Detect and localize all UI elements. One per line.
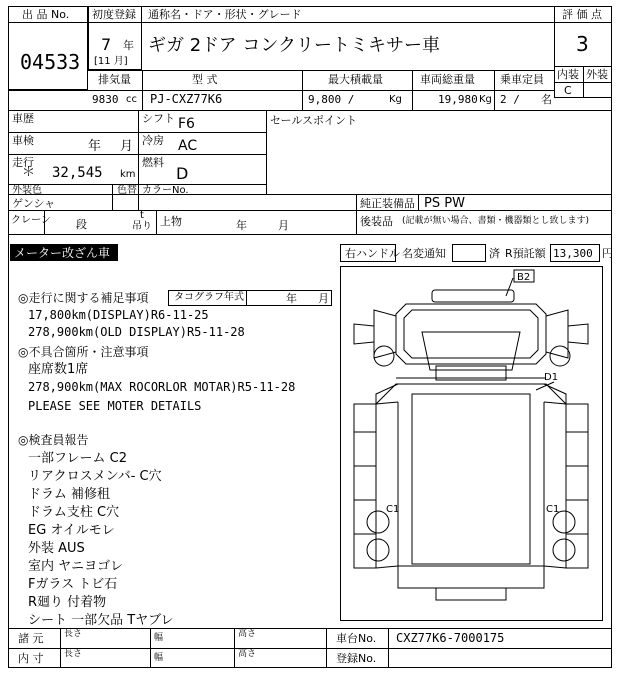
crane-hang-unit: 吊り: [132, 221, 152, 232]
length-label-2: 長さ: [64, 649, 83, 659]
inspector-line-3: ドラム 補修租: [28, 487, 111, 502]
interior-label: 内装: [557, 68, 579, 81]
reg-year-unit: 年: [123, 39, 134, 52]
crane-stage-unit: 段: [76, 218, 87, 231]
color-code-label: カラーNo.: [142, 185, 189, 196]
reg-year: 7: [101, 35, 112, 54]
recycle-fee: 13,300: [553, 247, 593, 260]
std-equip-value: PS PW: [424, 196, 465, 211]
inspector-line-7: 室内 ヤニヨゴレ: [28, 559, 124, 574]
width-label-2: 幅: [154, 653, 164, 663]
tachograph-month-unit: 月: [318, 292, 329, 305]
disp-label: 排気量: [98, 73, 131, 86]
drum-top: [412, 394, 530, 564]
diagram-mark-b2: B2: [517, 272, 531, 283]
upper-label: 上物: [160, 215, 182, 228]
defects-header: ◎不具合箇所・注意事項: [18, 345, 149, 359]
car-name: ギガ 2ドア コンクリートミキサー車: [148, 35, 440, 56]
body-right: [566, 404, 588, 568]
crane-ton-unit: t: [140, 210, 144, 221]
diagram-mark-c1-left: C1: [386, 504, 400, 515]
inspection-year-unit: 年: [88, 139, 102, 154]
front-left-wheel: [374, 346, 394, 366]
fuel-value: D: [176, 164, 189, 183]
height-label-1: 高さ: [238, 629, 257, 639]
inspector-line-1: 一部フレーム C2: [28, 451, 127, 466]
interior-dim-label: 内 寸: [18, 652, 44, 665]
inspector-line-4: ドラム支柱 C穴: [28, 505, 120, 520]
color-change-label: 色替: [117, 185, 137, 196]
defect-line-1: 座席数1席: [28, 362, 89, 377]
grade-label: 評 価 点: [562, 8, 602, 21]
std-equip-label: 純正装備品: [360, 197, 415, 210]
truck-diagram: [340, 266, 610, 626]
inspection-label: 車検: [12, 134, 34, 147]
driving-line-2: 278,900km(OLD DISPLAY)R5-11-28: [28, 325, 245, 339]
max-load: 9,800 /: [308, 93, 355, 106]
name-change-label: 名変通知: [402, 247, 446, 260]
seats-unit: 名: [541, 93, 552, 106]
aftermarket-note: (記載が無い場合、書類・機器類とし致します): [402, 216, 590, 226]
chassis-label: 車台No.: [336, 632, 377, 645]
driving-header: ◎走行に関する補足事項: [18, 291, 149, 305]
inspector-line-6: 外装 AUS: [28, 541, 85, 556]
history-label: 車歴: [12, 112, 34, 125]
rear-right-wheel-2: [553, 539, 575, 561]
model-label: 型 式: [192, 73, 218, 86]
inspector-line-5: EG オイルモレ: [28, 523, 115, 538]
mileage-value: 32,545: [52, 165, 103, 181]
mileage-unit: km: [120, 169, 136, 180]
defect-line-3: PLEASE SEE MOTER DETAILS: [28, 399, 202, 413]
recycle-label: R預託額: [505, 247, 546, 260]
tachograph-year-unit: 年: [286, 292, 297, 305]
gross-weight: 19,980: [438, 93, 478, 106]
tachograph-label: タコグラフ年式: [174, 292, 244, 303]
maxload-label: 最大積載量: [328, 73, 383, 86]
tampered-label: メーター改ざん車: [14, 246, 111, 260]
inspection-month-unit: 月: [120, 139, 134, 154]
reg-month: [11 月]: [94, 56, 128, 67]
inspector-line-8: Fガラス トビ石: [28, 577, 118, 592]
rear-left-wheel-2: [367, 539, 389, 561]
inspector-line-10: シート 一部欠品 Tヤブレ: [28, 613, 174, 628]
mileage-star: ＊: [22, 165, 36, 180]
first-reg-label: 初度登録: [92, 8, 136, 21]
cc-unit: cc: [126, 94, 137, 105]
crane-label: クレーン: [11, 215, 51, 226]
aftermarket-label: 後装品: [360, 215, 393, 228]
gross-label: 車両総重量: [420, 73, 475, 86]
interior-grade: C: [564, 84, 572, 97]
ac-label: 冷房: [142, 134, 164, 147]
seats-value: 2 /: [500, 93, 520, 106]
height-label-2: 高さ: [238, 649, 257, 659]
spec-label: 諸 元: [18, 632, 44, 645]
chassis-number: CXZ77K6-7000175: [396, 631, 505, 645]
shift-label: シフト: [142, 112, 175, 125]
driving-line-1: 17,800km(DISPLAY)R6-11-25: [28, 308, 209, 322]
diagram-mark-c1-right: C1: [546, 504, 560, 515]
lot-label: 出 品 No.: [22, 8, 70, 21]
title-label: 通称名・ドア・形状・グレード: [148, 8, 302, 21]
lot-number: 04533: [20, 50, 81, 74]
name-change-box: [452, 244, 486, 262]
exterior-label: 外装: [586, 68, 608, 81]
grade-value: 3: [576, 32, 589, 56]
upper-year-unit: 年: [236, 219, 247, 232]
upper-month-unit: 月: [278, 219, 289, 232]
recycle-unit: 円: [602, 247, 613, 260]
model-code: PJ-CXZ77K6: [150, 92, 223, 106]
inspector-line-9: R廻り 付着物: [28, 595, 107, 610]
gross-weight-unit: Kg: [479, 94, 492, 105]
color-value: ゲンシャ: [12, 197, 56, 210]
seats-label: 乗車定員: [500, 73, 544, 86]
max-load-unit: Kg: [389, 94, 402, 105]
name-change-status: 済: [489, 247, 500, 260]
right-hand-label: 右ハンドル: [345, 247, 400, 260]
inspector-line-2: リアクロスメンバ- C穴: [28, 469, 162, 484]
body-left: [354, 404, 376, 568]
fuel-label: 燃料: [142, 156, 164, 169]
shift-value: F6: [178, 116, 195, 132]
defect-line-2: 278,900km(MAX ROCORLOR MOTAR)R5-11-28: [28, 380, 296, 394]
length-label-1: 長さ: [64, 629, 83, 639]
reg-no-label: 登録No.: [336, 652, 377, 665]
ac-value: AC: [178, 138, 198, 154]
diagram-mark-d1: D1: [544, 372, 559, 383]
displacement: 9830: [92, 93, 119, 106]
sales-point-label: セールスポイント: [270, 114, 358, 127]
roof-bar: [432, 290, 514, 302]
inspector-header: ◎検査員報告: [18, 433, 89, 447]
cab-outline: [396, 304, 546, 364]
width-label-1: 幅: [154, 633, 164, 643]
mileage-label: 走行: [12, 156, 34, 169]
color-label: 外装色: [12, 185, 42, 196]
